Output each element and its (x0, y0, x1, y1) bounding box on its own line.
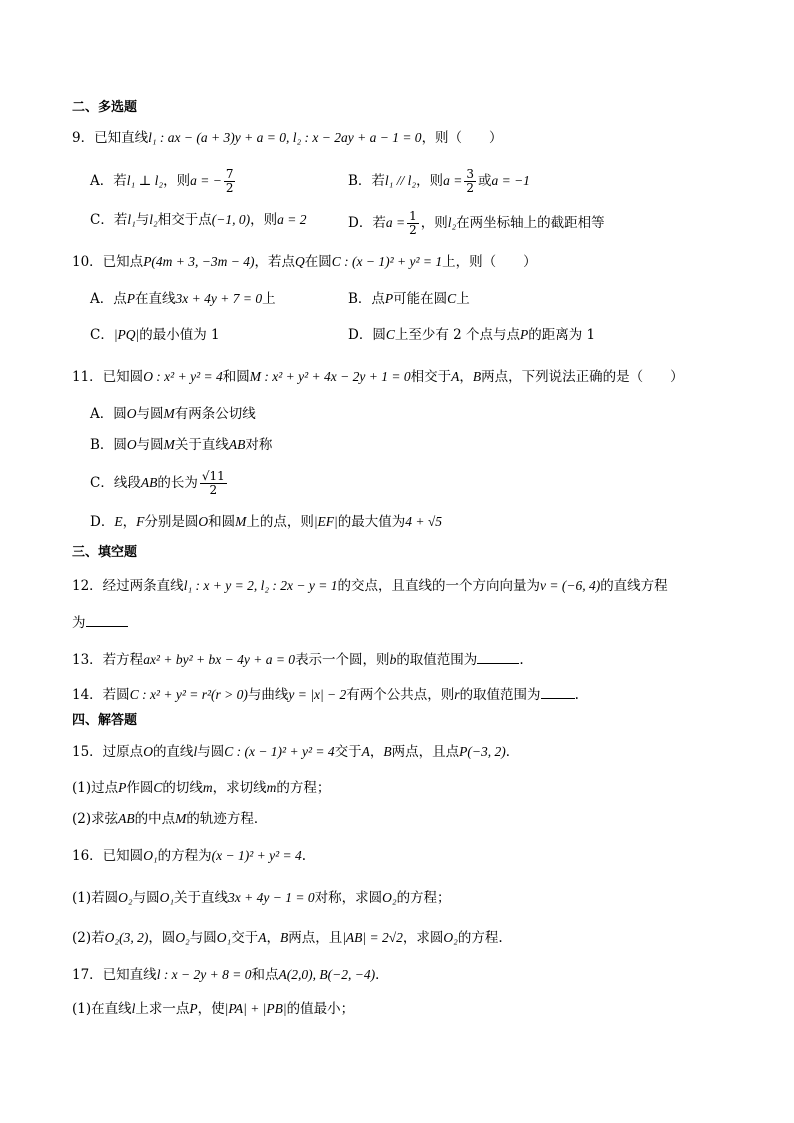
q14-math: C : x² + y² = r²(r > 0) (129, 687, 248, 702)
q17-text: 的值最小； (286, 1001, 355, 1017)
q10-text: 上，则（ ） (442, 254, 537, 270)
question-12-line-2 (72, 612, 128, 633)
option-math: C (385, 327, 395, 342)
q16-text: ，圆 (148, 930, 176, 946)
q16-text: ，求圆 (402, 930, 444, 946)
question-15-part-2 (72, 809, 267, 829)
option-text: 的距离为 1 (528, 327, 596, 343)
option-math: l₂ (447, 215, 457, 230)
question-10-option-a (90, 289, 276, 309)
q15-math: M (175, 811, 187, 826)
option-text: A．若 (90, 173, 127, 189)
option-text: 在两坐标轴上的截距相等 (456, 215, 605, 231)
q17-text: 上求一点 (135, 1001, 190, 1017)
q15-text: 的直线 (152, 744, 194, 760)
option-math: a = 2 (277, 212, 307, 227)
fraction-numerator: 1 (409, 209, 417, 223)
q16-math: O₂ (175, 930, 190, 945)
q11-text: 两点，下列说法正确的是（ ） (481, 369, 684, 385)
option-text: 相交于点 (157, 212, 212, 228)
answer-blank[interactable] (477, 649, 519, 664)
q16-text: 16．已知圆 (72, 848, 144, 864)
q15-math: AB (118, 811, 135, 826)
question-17-stem (72, 965, 389, 985)
question-9-stem (72, 128, 503, 148)
option-math: E (114, 514, 123, 529)
option-text: B．点 (348, 291, 385, 307)
q16-math: O₂ (443, 930, 458, 945)
option-text: 的最大值为 (337, 514, 406, 530)
option-math: O (126, 437, 137, 452)
option-text: D．若 (348, 215, 386, 231)
q12-text: 的交点，且直线的一个方向向量为 (337, 578, 540, 594)
section-heading-multiple-choice: 二、多选题 (72, 100, 138, 115)
q16-text: ， (266, 930, 280, 946)
q10-text: ，若点 (254, 254, 296, 270)
fraction-denominator: 2 (466, 181, 474, 195)
question-11-option-d (90, 512, 442, 532)
question-16-part-1 (72, 888, 451, 908)
q16-text: 与圆 (189, 930, 217, 946)
fraction (407, 210, 419, 237)
q17-text: (1)在直线 (72, 1001, 132, 1017)
q11-math: O : x² + y² = 4 (143, 369, 223, 384)
q15-text: ， (369, 744, 384, 760)
option-text: ，则 (250, 212, 278, 228)
question-10-option-d (348, 325, 595, 345)
option-text: A．点 (90, 291, 127, 307)
q9-text: 9．已知直线 (72, 130, 149, 146)
option-math: a = − (190, 173, 222, 188)
option-math: C (447, 291, 457, 306)
option-text: 在直线 (135, 291, 176, 307)
q11-math: B (472, 369, 482, 384)
option-text: ， (122, 514, 137, 530)
question-15-stem (72, 742, 519, 762)
question-10-option-c (90, 325, 220, 345)
q15-text: (1)过点 (72, 780, 119, 796)
question-17-part-1 (72, 999, 354, 1019)
option-math: O (126, 406, 137, 421)
q13-text: 表示一个圆，则 (295, 652, 390, 668)
option-math: O (198, 514, 209, 529)
q15-text: 15．过原点 (72, 744, 144, 760)
q10-math: P(4m + 3, −3m − 4) (143, 254, 255, 269)
q14-math: y = |x| − 2 (288, 687, 347, 702)
section-heading-solutions: 四、解答题 (72, 713, 138, 728)
q15-math: P(−3, 2) (459, 744, 506, 759)
option-text: 上 (456, 291, 470, 307)
option-text: 有两条公切线 (174, 406, 256, 422)
option-math: P (384, 291, 394, 306)
fraction-denominator: 2 (225, 181, 234, 195)
question-11-stem (72, 367, 684, 387)
q11-math: A (451, 369, 460, 384)
q10-math: C : (x − 1)² + y² = 1 (331, 254, 443, 269)
q17-math: A(2,0), B(−2, −4) (278, 967, 376, 982)
q10-math: Q (295, 254, 305, 269)
q16-math: (x − 1)² + y² = 4 (211, 848, 302, 863)
option-text: B．圆 (90, 437, 127, 453)
option-text: ，则 (416, 173, 444, 189)
question-9-option-b (348, 168, 530, 195)
question-13-stem (72, 649, 524, 670)
option-math: M (163, 406, 175, 421)
option-text: A．圆 (90, 406, 127, 422)
q16-text: 关于直线 (174, 890, 229, 906)
question-11-option-b (90, 435, 272, 455)
option-text: 与 (135, 212, 150, 228)
answer-blank[interactable] (541, 684, 575, 699)
question-9-option-d (348, 210, 605, 237)
option-text: 分别是圆 (144, 514, 199, 530)
option-text: ，则 (420, 215, 448, 231)
q15-text: ，求切线 (212, 780, 267, 796)
fraction-numerator: 3 (466, 167, 474, 181)
q14-text: 的取值范围为 (459, 687, 541, 703)
q16-text: (2)若 (72, 930, 105, 946)
option-text: 和圆 (208, 514, 236, 530)
q15-math: P (118, 780, 127, 795)
q17-math: l (131, 1001, 136, 1016)
q9-text: ，则（ ） (421, 130, 503, 146)
q15-text: 两点，且点 (391, 744, 460, 760)
q15-math: m (266, 780, 277, 795)
q11-text: 11．已知圆 (72, 369, 144, 385)
q14-text: . (574, 687, 579, 703)
q15-math: C (153, 780, 163, 795)
q15-text: 的中点 (134, 811, 176, 827)
question-16-part-2 (72, 928, 503, 948)
option-math: M (235, 514, 247, 529)
q17-text: ． (375, 967, 389, 983)
q15-math: B (383, 744, 392, 759)
q14-text: 与曲线 (247, 687, 289, 703)
q13-math: ax² + by² + bx − 4y + a = 0 (143, 652, 296, 667)
option-math: F (136, 514, 145, 529)
question-10-option-b (348, 289, 470, 309)
option-math: a = −1 (491, 173, 530, 188)
q11-text: ， (459, 369, 473, 385)
q15-text: 交于 (334, 744, 362, 760)
q10-text: 在圆 (304, 254, 332, 270)
q15-text: 与圆 (197, 744, 225, 760)
q15-text: (2)求弦 (72, 811, 119, 827)
q13-text: 13．若方程 (72, 652, 144, 668)
option-text: 的长为 (157, 475, 198, 491)
q14-text: 有两个公共点，则 (346, 687, 455, 703)
fraction (464, 168, 476, 195)
q15-math: A (361, 744, 370, 759)
q12-text: 12．经过两条直线 (72, 578, 184, 594)
option-text: C．若 (90, 212, 128, 228)
q16-math: B (279, 930, 289, 945)
q16-text: 的方程. (457, 930, 503, 946)
option-math: (−1, 0) (211, 212, 251, 227)
q16-math: O₂ (382, 890, 397, 905)
q14-math: r (454, 687, 460, 702)
answer-blank[interactable] (86, 612, 128, 627)
q13-text: . (519, 652, 524, 668)
fraction (224, 168, 236, 195)
option-text: 与圆 (136, 437, 164, 453)
q15-text: 作圆 (126, 780, 154, 796)
option-text: C．线段 (90, 475, 141, 491)
option-math: |PQ| (113, 327, 140, 342)
q11-text: 相交于 (410, 369, 452, 385)
q10-text: 10．已知点 (72, 254, 144, 270)
q15-text: 的方程； (276, 780, 331, 796)
option-text: 上的点，则 (246, 514, 314, 530)
option-math: P (126, 291, 135, 306)
q16-math: |AB| = 2√2 (342, 930, 403, 945)
question-15-part-1 (72, 778, 330, 798)
question-10-stem (72, 252, 537, 272)
question-11-option-c (90, 470, 229, 497)
q15-math: l (193, 744, 198, 759)
q15-text: 的切线 (162, 780, 203, 796)
q12-math: v = (−6, 4) (539, 578, 601, 593)
option-text: 对称 (245, 437, 273, 453)
question-9-option-a (90, 168, 237, 195)
q16-math: O₁ (159, 890, 175, 905)
option-math: a = (443, 173, 463, 188)
q15-math: O (143, 744, 153, 759)
q15-text: 的轨迹方程． (186, 811, 268, 827)
question-16-stem (72, 846, 306, 866)
fraction (200, 470, 227, 497)
q15-math: m (202, 780, 213, 795)
option-text: D． (90, 514, 115, 530)
option-text: C． (90, 327, 114, 343)
q17-text: 17．已知直线 (72, 967, 157, 983)
q15-text: ． (505, 744, 520, 760)
question-9-option-c (90, 210, 306, 230)
q15-math: C : (x − 1)² + y² = 4 (224, 744, 335, 759)
q16-math: O₂(3, 2) (104, 930, 149, 945)
option-math: l₂ (149, 212, 158, 227)
q16-text: 对称，求圆 (314, 890, 383, 906)
q16-text: 的方程； (396, 890, 451, 906)
q17-math: P (189, 1001, 198, 1016)
q16-text: (1)若圆 (72, 890, 119, 906)
q17-text: 和点 (251, 967, 279, 983)
section-heading-fill-in: 三、填空题 (72, 545, 138, 560)
q11-text: 和圆 (222, 369, 250, 385)
option-text: 上至少有 2 个点与点 (394, 327, 521, 343)
fraction-denominator: 2 (409, 223, 417, 237)
q12-text: 的直线方程 (600, 578, 668, 594)
option-text: ，则 (163, 173, 191, 189)
q11-math: M : x² + y² + 4x − 2y + 1 = 0 (249, 369, 411, 384)
q17-math: l : x − 2y + 8 = 0 (156, 967, 252, 982)
q12-math: l₁ : x + y = 2, l₂ : 2x − y = 1 (183, 578, 338, 593)
option-math: AB (228, 437, 246, 452)
q17-math: |PA| + |PB| (224, 1001, 287, 1016)
option-math: 4 + √5 (405, 514, 443, 529)
q16-text: 的方程为 (157, 848, 212, 864)
option-text: D．圆 (348, 327, 386, 343)
option-math: M (163, 437, 175, 452)
q16-math: O₁ (216, 930, 232, 945)
option-text: 或 (477, 173, 492, 189)
fraction-numerator: √11 (201, 469, 225, 483)
option-text: B．若 (348, 173, 385, 189)
option-text: 上 (262, 291, 276, 307)
q12-text: 为 (72, 615, 86, 631)
question-12-stem (72, 576, 668, 596)
option-math: a = (385, 215, 406, 230)
question-11-option-a (90, 404, 256, 424)
option-text: 可能在圆 (393, 291, 448, 307)
q16-text: 两点，且 (288, 930, 343, 946)
option-math: P (520, 327, 529, 342)
option-math: l₁ ⊥ l₂ (126, 173, 164, 188)
q14-text: 14．若圆 (72, 687, 130, 703)
q9-math: l₁ : ax − (a + 3)y + a = 0, l₂ : x − 2ay + a − 1 = 0 (148, 130, 422, 145)
q16-text: . (301, 848, 307, 864)
fraction-numerator: 7 (225, 167, 234, 181)
option-text: 的最小值为 1 (139, 327, 220, 343)
option-text: 关于直线 (174, 437, 229, 453)
option-math: l₁ // l₂ (384, 173, 417, 188)
option-math: AB (140, 475, 158, 490)
fraction-denominator: 2 (209, 483, 218, 497)
q16-text: 交于 (231, 930, 259, 946)
q13-math: b (389, 652, 397, 667)
q16-math: 3x + 4y − 1 = 0 (228, 890, 315, 905)
option-math: 3x + 4y + 7 = 0 (175, 291, 263, 306)
option-math: l₁ (127, 212, 136, 227)
question-14-stem (72, 684, 579, 705)
q16-math: O₂ (118, 890, 133, 905)
q16-text: 与圆 (132, 890, 160, 906)
q17-text: ，使 (197, 1001, 225, 1017)
q16-math: A (258, 930, 267, 945)
q13-text: 的取值范围为 (396, 652, 478, 668)
option-text: 与圆 (136, 406, 164, 422)
q16-math: O₁ (143, 848, 158, 863)
option-math: |EF| (313, 514, 338, 529)
